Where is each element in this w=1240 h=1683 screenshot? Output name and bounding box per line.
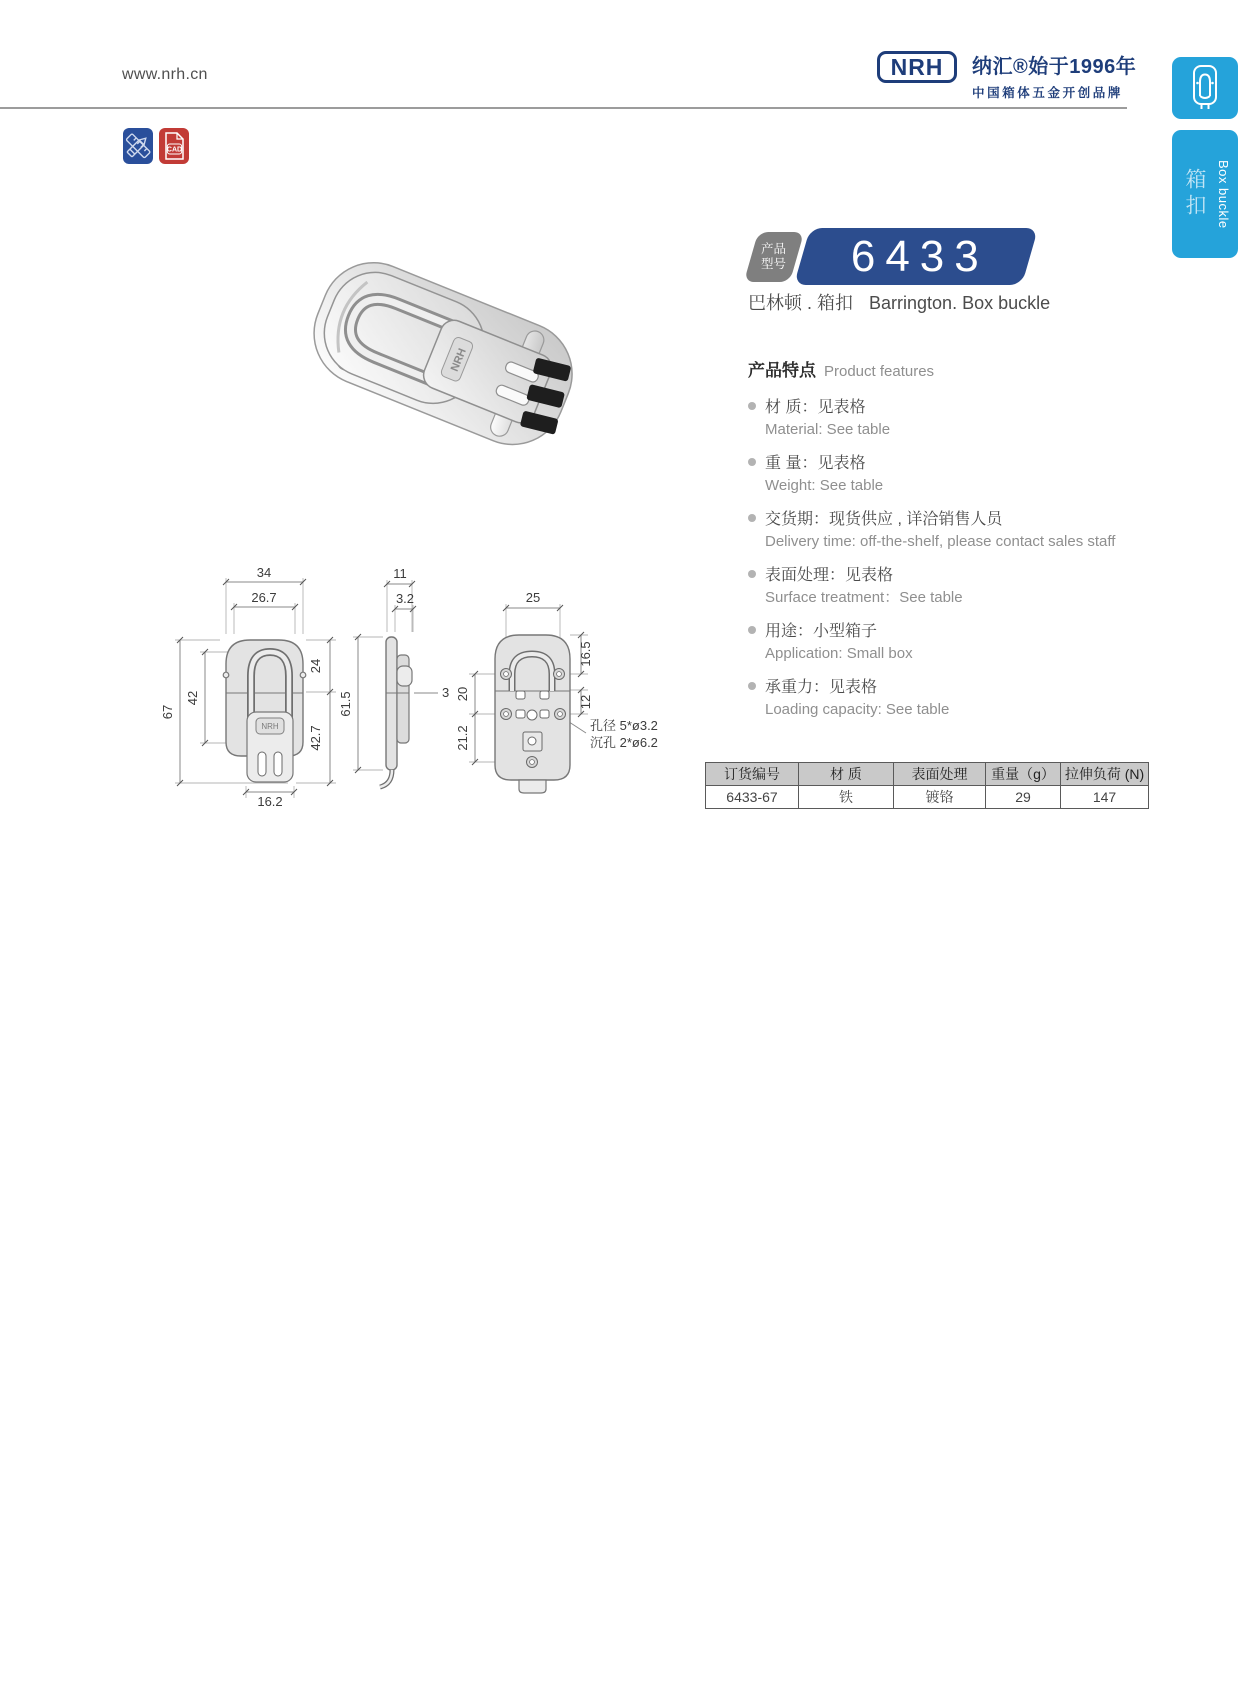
bullet-icon xyxy=(748,682,756,690)
website-url: www.nrh.cn xyxy=(122,66,208,83)
back-view xyxy=(495,635,570,793)
feature-cn: 交货期：现货供应 , 详洽销售人员 xyxy=(765,511,1003,528)
box-buckle-icon xyxy=(1185,63,1225,113)
front-stamp-text: NRH xyxy=(261,722,279,731)
feature-item xyxy=(748,397,1168,441)
pencil-ruler-icon xyxy=(123,128,153,164)
feature-en: Surface treatment：See table xyxy=(765,589,963,606)
feature-item xyxy=(748,453,1168,497)
drawing-tools-button[interactable] xyxy=(123,128,153,164)
dim-front-top-inner: 26.7 xyxy=(251,590,277,605)
features-heading xyxy=(748,356,1168,381)
bullet-icon xyxy=(748,626,756,634)
cad-download-button[interactable] xyxy=(159,128,189,164)
hole-note-line1: 孔径 5*ø3.2 xyxy=(590,718,658,733)
feature-cn: 材 质：见表格 xyxy=(765,399,866,416)
product-photo xyxy=(248,222,643,494)
header-divider xyxy=(0,107,1127,109)
cad-label: CAD xyxy=(166,146,183,154)
sidebar-category-icon-box[interactable] xyxy=(1172,57,1238,119)
dim-side-right: 3 xyxy=(442,685,450,700)
nrh-logo xyxy=(877,51,957,83)
brand-block xyxy=(972,50,1136,101)
spec-table-data-row xyxy=(706,786,1149,809)
features-heading-en: Product features xyxy=(824,363,935,380)
dim-back-right-upper: 16.5 xyxy=(578,641,593,667)
latch-stamp-text: NRH xyxy=(448,346,469,374)
dim-front-top-outer: 34 xyxy=(256,565,272,580)
category-label-en: Box buckle xyxy=(1216,159,1231,229)
front-view xyxy=(223,640,306,782)
feature-cn: 用途：小型箱子 xyxy=(765,623,878,640)
feature-en: Delivery time: off-the-shelf, please contact sales staff xyxy=(765,533,1116,550)
feature-item xyxy=(748,565,1168,609)
bullet-icon xyxy=(748,458,756,466)
product-features-section xyxy=(748,356,1168,733)
dim-back-left-upper: 20 xyxy=(455,686,470,702)
model-badge-label-line1: 产品 xyxy=(761,242,787,256)
model-number: 6433 xyxy=(851,231,989,281)
dim-front-left-outer: 67 xyxy=(160,704,175,720)
brand-subline: 中国箱体五金开创品牌 xyxy=(972,86,1124,100)
product-title xyxy=(748,289,1050,315)
product-title-en: Barrington. Box buckle xyxy=(869,293,1051,313)
feature-cn: 承重力：见表格 xyxy=(765,679,878,696)
cell-weight: 29 xyxy=(986,786,1061,809)
brand-tagline: 纳汇®始于1996年 xyxy=(972,56,1137,78)
cell-order-number: 6433-67 xyxy=(706,786,799,809)
dim-side-top-outer: 11 xyxy=(393,566,407,581)
dim-front-left-inner: 42 xyxy=(185,690,200,706)
col-tensile-load: 拉伸负荷 (N) xyxy=(1061,763,1149,786)
feature-item xyxy=(748,621,1168,665)
model-badge-label-line2: 型号 xyxy=(761,257,787,271)
feature-cn: 重 量：见表格 xyxy=(765,455,866,472)
dim-back-left-lower: 21.2 xyxy=(455,725,470,751)
spec-table-header-row xyxy=(706,763,1149,786)
nrh-logo-text: NRH xyxy=(890,53,944,80)
cell-material: 铁 xyxy=(799,786,894,809)
category-label-cn: 箱扣 xyxy=(1183,168,1206,220)
sidebar-category-box-buckle[interactable] xyxy=(1172,130,1238,258)
dim-back-top: 25 xyxy=(525,590,541,605)
feature-en: Loading capacity: See table xyxy=(765,701,950,718)
cell-tensile-load: 147 xyxy=(1061,786,1149,809)
dim-front-right-upper: 24 xyxy=(308,658,323,674)
dim-side-left: 61.5 xyxy=(338,691,353,717)
feature-cn: 表面处理：见表格 xyxy=(765,567,894,584)
cad-file-icon xyxy=(159,128,189,164)
bullet-icon xyxy=(748,570,756,578)
col-order-number: 订货编号 xyxy=(706,763,799,786)
bullet-icon xyxy=(748,514,756,522)
features-list xyxy=(748,397,1168,721)
feature-item xyxy=(748,509,1168,553)
technical-drawing xyxy=(120,560,690,815)
feature-en: Material: See table xyxy=(765,421,891,438)
col-material: 材 质 xyxy=(799,763,894,786)
dim-front-right-lower: 42.7 xyxy=(308,725,323,751)
dim-side-top-inner: 3.2 xyxy=(395,591,415,606)
feature-item xyxy=(748,677,1168,721)
side-view xyxy=(380,637,412,787)
feature-en: Application: Small box xyxy=(765,645,913,662)
dim-back-right-mid: 12 xyxy=(578,694,593,710)
hole-note-line2: 沉孔 2*ø6.2 xyxy=(590,735,658,750)
model-badge xyxy=(794,228,1038,285)
spec-table xyxy=(705,762,1149,809)
col-surface: 表面处理 xyxy=(894,763,986,786)
feature-en: Weight: See table xyxy=(765,477,884,494)
features-heading-cn: 产品特点 xyxy=(748,361,816,380)
model-badge-label xyxy=(744,232,804,282)
cell-surface: 镀铬 xyxy=(894,786,986,809)
product-title-cn: 巴林顿 . 箱扣 xyxy=(748,293,854,313)
bullet-icon xyxy=(748,402,756,410)
dim-front-bottom: 16.2 xyxy=(257,794,283,809)
col-weight: 重量（g） xyxy=(986,763,1061,786)
